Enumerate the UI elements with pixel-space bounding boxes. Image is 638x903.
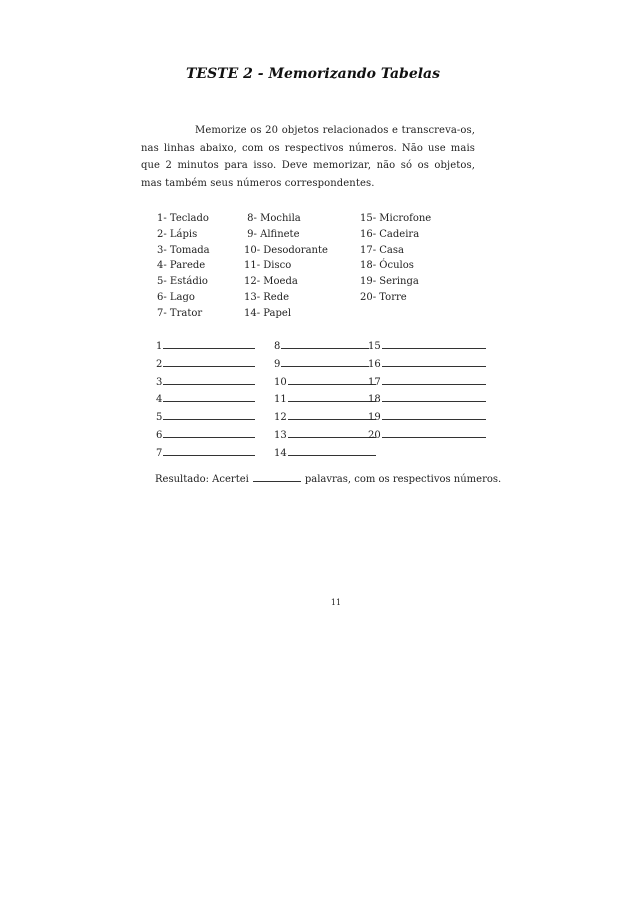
objects-column-3 [360, 211, 431, 306]
answer-blank[interactable] [163, 428, 255, 438]
object-item: 16- Cadeira [360, 228, 420, 240]
answer-blank[interactable] [382, 428, 486, 438]
object-item: 17- Casa [360, 244, 404, 256]
answer-line[interactable] [274, 427, 376, 445]
answer-number: 3 [156, 376, 163, 388]
answer-line[interactable] [156, 374, 255, 392]
answer-blank[interactable] [288, 375, 376, 385]
answer-line[interactable] [156, 338, 255, 356]
answer-number: 13 [274, 429, 287, 441]
answer-blank[interactable] [288, 428, 376, 438]
answer-line[interactable] [156, 445, 255, 463]
answer-number: 5 [156, 412, 163, 424]
answer-column-2 [274, 338, 376, 463]
result-prefix: Resultado: Acertei [155, 474, 249, 485]
answer-blank[interactable] [163, 375, 255, 385]
answer-line[interactable] [274, 338, 376, 356]
answer-blank[interactable] [288, 410, 376, 420]
object-item: 9- Alfinete [244, 228, 300, 240]
object-item: 19- Seringa [360, 276, 419, 288]
answer-number: 19 [368, 412, 381, 424]
answer-line[interactable] [368, 427, 486, 445]
answer-blank[interactable] [281, 339, 369, 349]
answer-number: 7 [156, 447, 163, 459]
answer-number: 12 [274, 412, 287, 424]
object-item: 3- Tomada [157, 244, 210, 256]
object-item: 12- Moeda [244, 276, 298, 288]
answer-line[interactable] [368, 409, 486, 427]
answer-blank[interactable] [163, 446, 255, 456]
answer-line[interactable] [368, 391, 486, 409]
answer-number: 4 [156, 394, 163, 406]
answer-line[interactable] [274, 445, 376, 463]
answer-line[interactable] [156, 409, 255, 427]
answer-number: 18 [368, 394, 381, 406]
answer-line[interactable] [274, 374, 376, 392]
answer-number: 17 [368, 376, 381, 388]
object-item: 6- Lago [157, 291, 195, 303]
answer-column-1 [156, 338, 255, 463]
answer-blank[interactable] [163, 339, 255, 349]
answer-number: 15 [368, 341, 381, 352]
page-title: TESTE 2 - Memorizando Tabelas [185, 66, 441, 82]
answer-line[interactable] [368, 338, 486, 356]
answer-number: 6 [156, 429, 163, 441]
answer-number: 2 [156, 358, 163, 370]
answer-number: 10 [274, 376, 287, 388]
answer-line[interactable] [368, 374, 486, 392]
answer-blank[interactable] [163, 392, 255, 402]
answer-blank[interactable] [382, 339, 486, 349]
answer-number: 14 [274, 447, 287, 459]
object-item: 7- Trator [157, 307, 203, 319]
object-item: 1- Teclado [157, 213, 209, 224]
answer-blank[interactable] [163, 410, 255, 420]
answer-blank[interactable] [382, 392, 486, 402]
result-blank[interactable] [253, 472, 301, 482]
answer-blank[interactable] [382, 375, 486, 385]
answer-blank[interactable] [288, 446, 376, 456]
object-item: 13- Rede [244, 291, 290, 303]
object-item: 5- Estádio [157, 276, 208, 288]
answer-number: 9 [274, 358, 281, 370]
result-line [155, 472, 501, 485]
object-item: 14- Papel [244, 307, 292, 319]
answer-line[interactable] [274, 356, 376, 374]
objects-column-1 [157, 211, 210, 322]
objects-column-2 [244, 211, 328, 322]
answer-blank[interactable] [382, 410, 486, 420]
answer-blank[interactable] [382, 357, 486, 367]
object-item: 8- Mochila [244, 213, 301, 224]
result-suffix: palavras, com os respectivos números. [304, 474, 502, 485]
object-item: 10- Desodorante [244, 244, 328, 256]
answer-number: 11 [274, 394, 287, 406]
answer-line[interactable] [274, 391, 376, 409]
answer-line[interactable] [156, 391, 255, 409]
object-item: 4- Parede [157, 260, 206, 272]
answer-line[interactable] [156, 356, 255, 374]
answer-number: 16 [368, 358, 381, 370]
object-item: 18- Óculos [360, 260, 414, 272]
page-number: 11 [330, 598, 342, 607]
object-item: 2- Lápis [157, 228, 198, 240]
answer-line[interactable] [156, 427, 255, 445]
object-item: 11- Disco [244, 260, 292, 272]
answer-column-3 [368, 338, 486, 445]
object-item: 15- Microfone [360, 213, 432, 224]
answer-blank[interactable] [288, 392, 376, 402]
answer-blank[interactable] [163, 357, 255, 367]
answer-line[interactable] [274, 409, 376, 427]
answer-number: 20 [368, 429, 381, 441]
answer-number: 1 [156, 341, 163, 352]
answer-blank[interactable] [281, 357, 369, 367]
answer-line[interactable] [368, 356, 486, 374]
answer-number: 8 [274, 341, 281, 352]
object-item: 20- Torre [360, 291, 407, 303]
instructions-paragraph: Memorize os 20 objetos relacionados e transcreva-os, nas linhas abaixo, com os respectivos números. Não use mais que 2 minutos para isso. Deve memorizar, não só os objetos, mas também seus números correspondentes. [141, 125, 475, 189]
